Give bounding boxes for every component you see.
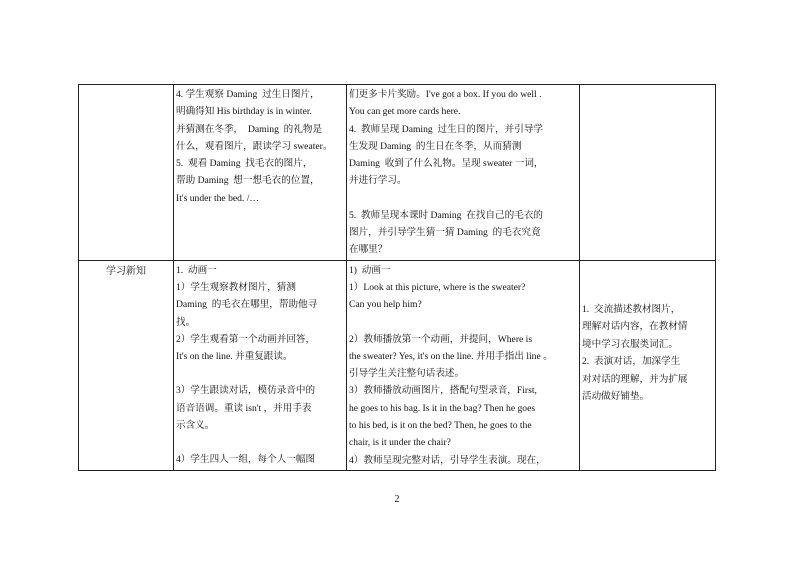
cell-line: 4）教师呈现完整对话，引导学生表演。现在，: [349, 454, 546, 466]
cell-line: 3）教师播放动画图片，搭配句型录音，First,: [349, 385, 537, 397]
cell-line: 引导学生关注整句话表述。: [349, 368, 465, 380]
cell-line: 并猜测在冬季， Daming 的礼物是: [176, 123, 323, 135]
cell-line: 5. 教师呈现本课时 Daming 在找自己的毛衣的: [349, 209, 544, 221]
page-number: 2: [394, 494, 400, 505]
cell-line: 2. 表演对话，加深学生: [582, 356, 681, 368]
purpose-text: [580, 261, 715, 407]
cell-line: Daming 收到了什么礼物。呈现 sweater 一词，: [349, 158, 544, 170]
student-activity-text: [174, 261, 346, 470]
cell-line: 明确得知 His birthday is in winter.: [176, 106, 312, 118]
cell-line: 生发现 Daming 的生日在冬季，从而猜测: [349, 140, 522, 152]
teacher-activity-cell: [347, 260, 580, 470]
table-row: [79, 260, 716, 470]
cell-line: [349, 314, 577, 331]
cell-line: 1) 动画一: [349, 264, 391, 276]
cell-line: [349, 190, 577, 207]
cell-line: 活动做好铺垫。: [582, 391, 650, 403]
cell-line: 4. 教师呈现 Daming 过生日的图片，并引导学: [349, 123, 544, 135]
cell-line: 2）教师播放第一个动画，并提问，Where is: [349, 333, 533, 345]
student-activity-cell: [174, 260, 347, 470]
stage-cell: [79, 260, 174, 470]
cell-line: 语音语调。重读 isn't ，并用手表: [176, 402, 312, 414]
table-row: [79, 85, 716, 261]
cell-line: Can you help him?: [349, 299, 422, 311]
cell-line: 们更多卡片奖励。I've got a box. If you do well .: [349, 89, 542, 100]
stage-cell-empty: [79, 85, 174, 261]
cell-line: 3）学生跟读对话，模仿录音中的: [176, 385, 316, 397]
lesson-plan-table: [78, 84, 716, 471]
cell-line: 并进行学习。: [349, 175, 407, 187]
teacher-activity-text: [347, 261, 579, 470]
cell-line: 2）学生观看第一个动画并回答，: [176, 333, 316, 345]
cell-line: 5. 观看 Daming 找毛衣的图片，: [176, 158, 313, 170]
cell-line: chair, is it under the chair?: [349, 437, 451, 449]
cell-line: 理解对话内容，在教材情: [582, 321, 688, 333]
teacher-activity-cell: [347, 85, 580, 261]
cell-line: 1）Look at this picture, where is the sweater?: [349, 281, 526, 293]
cell-line: 境中学习衣服类词汇。: [582, 338, 678, 350]
cell-line: 示含义。: [176, 420, 215, 432]
cell-line: 4）学生四人一组，每个人一幅图: [176, 454, 316, 466]
purpose-cell-empty: [580, 85, 716, 261]
stage-label: 学习新知: [106, 265, 146, 277]
cell-line: 对对话的理解，并为扩展: [582, 373, 688, 385]
cell-line: he goes to his bag. Is it in the bag? Then he goes: [349, 402, 536, 414]
cell-line: 1. 交流描述教材图片，: [582, 303, 681, 315]
cell-line: 帮助 Daming 想一想毛衣的位置，: [176, 175, 320, 187]
cell-line: It's under the bed. /…: [176, 192, 259, 204]
cell-line: You can get more cards here.: [349, 106, 461, 118]
cell-line: 1. 动画一: [176, 264, 217, 276]
cell-line: to his bed, is it on the bed? Then, he goes to the: [349, 420, 532, 432]
cell-line: 1）学生观察教材图片，猜测: [176, 281, 296, 293]
cell-line: 4. 学生观察 Daming 过生日图片，: [176, 89, 320, 100]
student-activity-text: [174, 85, 346, 208]
cell-line: 什么，观看图片，跟读学习 sweater。: [176, 140, 333, 152]
cell-line: 图片，并引导学生猜一猜 Daming 的毛衣究竟: [349, 227, 541, 239]
cell-line: the sweater? Yes, it's on the line. 并用手指出 line 。: [349, 350, 553, 362]
cell-line: It's on the line. 并重复跟读。: [176, 351, 293, 363]
student-activity-cell: [174, 85, 347, 261]
cell-line: 在哪里？: [349, 244, 388, 256]
cell-line: [176, 434, 344, 451]
cell-line: [176, 365, 344, 382]
teacher-activity-text: [347, 85, 579, 260]
cell-line: Daming 的毛衣在哪里，帮助他寻: [176, 299, 318, 311]
purpose-cell: [580, 260, 716, 470]
cell-line: 找。: [176, 316, 196, 328]
